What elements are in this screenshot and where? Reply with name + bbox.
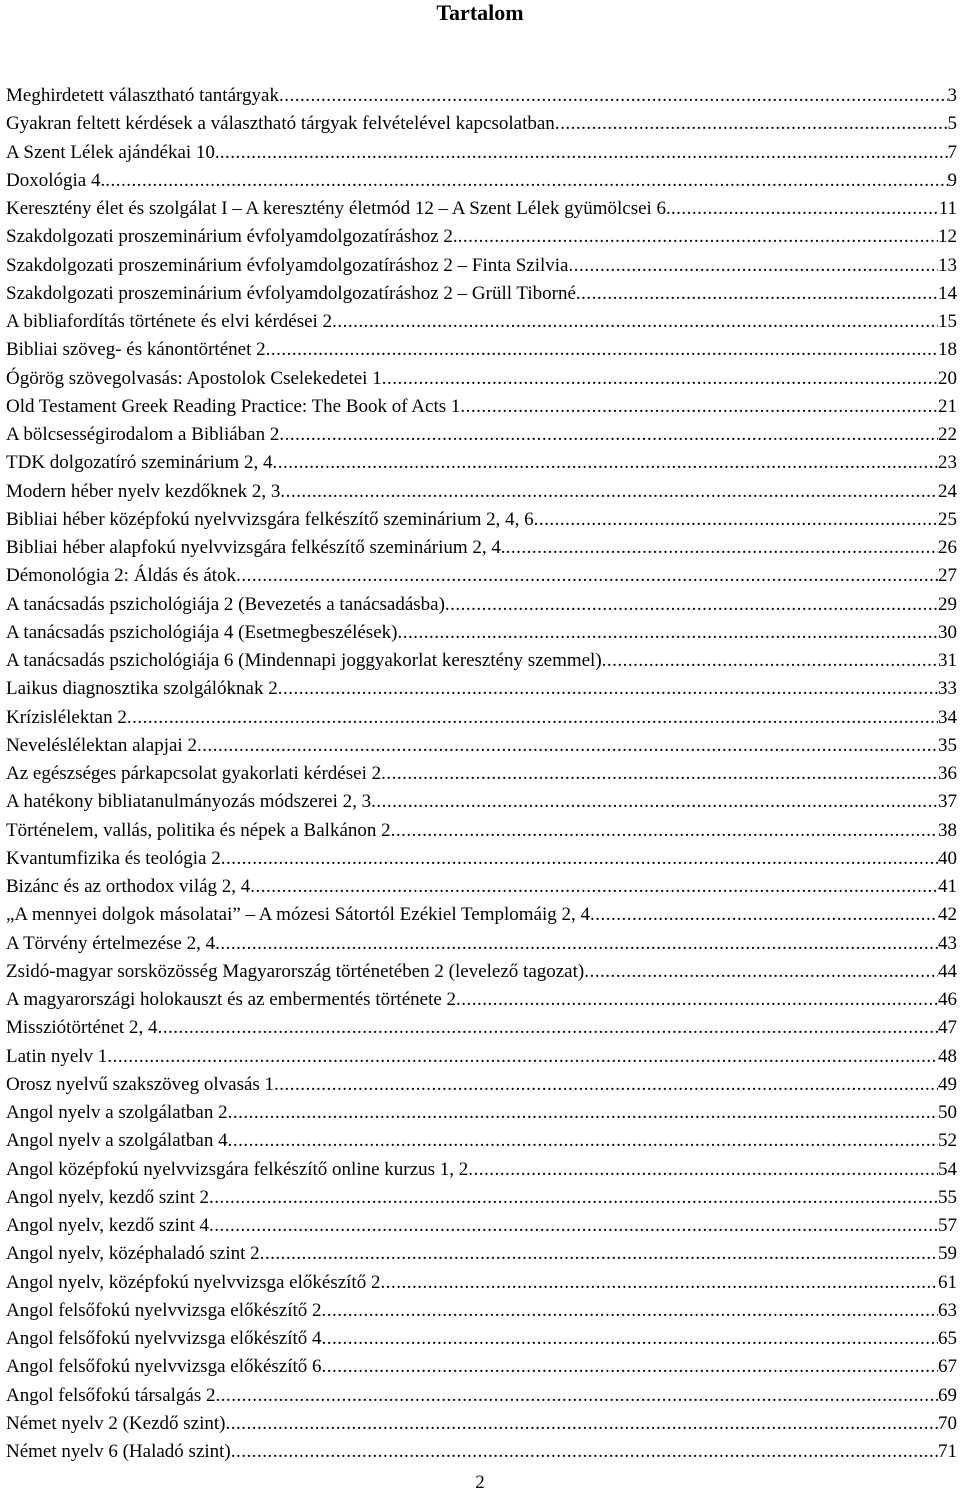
toc-entry-page-number: 55 (938, 1186, 957, 1208)
toc-entry-page-number: 35 (938, 734, 957, 756)
toc-entry-page-number: 25 (938, 508, 957, 530)
toc-entry[interactable] (6, 845, 957, 873)
toc-entry-page-number: 15 (938, 311, 957, 332)
toc-entry-page-number: 30 (938, 621, 957, 643)
toc-entry-page-number: 41 (938, 876, 957, 897)
toc-entry-title: Angol felsőfokú társalgás 2 (6, 1384, 216, 1406)
toc-entry-page-number: 26 (938, 537, 957, 558)
toc-entry-page-number: 11 (938, 198, 957, 219)
dot-leader (260, 1240, 938, 1268)
toc-entry[interactable] (6, 1127, 957, 1155)
toc-entry-title: Orosz nyelvű szakszöveg olvasás 1 (6, 1073, 275, 1095)
toc-entry[interactable] (6, 901, 957, 929)
dot-leader (671, 195, 939, 223)
toc-entry-title: Bibliai szöveg- és kánontörténet 2 (6, 339, 266, 361)
toc-entry-title: Szakdolgozati proszeminárium évfolyamdolgozatíráshoz 2 – Grüll Tiborné (6, 282, 576, 304)
toc-entry[interactable] (6, 1184, 957, 1212)
toc-entry[interactable] (6, 817, 957, 845)
dot-leader (555, 110, 948, 138)
toc-entry[interactable] (6, 1382, 957, 1410)
page-title: Tartalom (436, 0, 524, 25)
dot-leader (568, 252, 938, 280)
toc-entry-page-number: 21 (938, 395, 957, 417)
dot-leader (274, 1071, 938, 1099)
dot-leader (266, 336, 938, 364)
dot-leader (391, 817, 938, 845)
dot-leader (382, 365, 938, 393)
toc-entry[interactable] (6, 1043, 957, 1071)
dot-leader (456, 986, 938, 1014)
toc-entry[interactable] (6, 336, 957, 364)
dot-leader (127, 704, 938, 732)
toc-entry-title: A bölcsességirodalom a Bibliában 2 (6, 424, 280, 445)
toc-entry[interactable] (6, 958, 957, 986)
toc-entry-page-number: 69 (938, 1384, 957, 1406)
toc-entry-title: Angol nyelv, középhaladó szint 2 (6, 1243, 260, 1265)
toc-entry[interactable] (6, 1297, 957, 1325)
toc-entry-title: Szakdolgozati proszeminárium évfolyamdolgozatíráshoz 2 – Finta Szilvia (6, 254, 569, 276)
toc-entry-page-number: 18 (938, 339, 957, 361)
dot-leader (278, 675, 938, 703)
toc-entry[interactable] (6, 195, 957, 223)
toc-entry-title: A tanácsadás pszichológiája 4 (Esetmegbeszélések) (6, 621, 398, 643)
toc-entry-page-number: 33 (938, 678, 957, 700)
dot-leader (221, 845, 938, 873)
page-number: 2 (475, 1472, 485, 1493)
toc-entry-title: Történelem, vallás, politika és népek a Balkánon 2 (6, 819, 391, 841)
toc-entry-title: Kvantumfizika és teológia 2 (6, 847, 221, 869)
dot-leader (157, 1014, 938, 1042)
toc-entry[interactable] (6, 280, 957, 308)
toc-entry[interactable] (6, 986, 957, 1014)
toc-entry-title: A Törvény értelmezése 2, 4 (6, 932, 216, 954)
toc-entry-title: Angol nyelv a szolgálatban 2 (6, 1102, 228, 1123)
toc-entry-title: Angol nyelv, kezdő szint 2 (6, 1186, 209, 1208)
toc-entry[interactable] (6, 506, 957, 534)
dot-leader (279, 421, 938, 449)
toc-entry-page-number: 49 (938, 1073, 957, 1095)
toc-entry[interactable] (6, 82, 957, 110)
toc-entry[interactable] (6, 167, 957, 195)
toc-entry[interactable] (6, 1014, 957, 1042)
toc-entry[interactable] (6, 478, 957, 506)
toc-entry[interactable] (6, 421, 957, 449)
toc-entry-title: Neveléslélektan alapjai 2 (6, 734, 197, 756)
toc-entry-title: Német nyelv 2 (Kezdő szint) (6, 1412, 226, 1434)
toc-entry-page-number: 24 (938, 480, 957, 502)
toc-entry[interactable] (6, 1438, 957, 1466)
toc-entry-page-number: 22 (938, 424, 957, 445)
toc-entry-title: „A mennyei dolgok másolatai” – A mózesi Sátortól Ezékiel Templomáig 2, 4 (6, 904, 591, 926)
toc-entry-page-number: 46 (938, 989, 957, 1010)
toc-entry[interactable] (6, 732, 957, 760)
dot-leader (209, 1212, 938, 1240)
toc-entry[interactable] (6, 1240, 957, 1268)
toc-entry-page-number: 54 (938, 1158, 957, 1180)
toc-entry-title: Keresztény élet és szolgálat I – A keresztény életmód 12 – A Szent Lélek gyümölcsei 6. (6, 198, 671, 219)
dot-leader (371, 788, 938, 816)
toc-entry-title: Latin nyelv 1 (6, 1045, 108, 1067)
toc-entry-title: Zsidó-magyar sorsközösség Magyarország történetében 2 (levelező tagozat) (6, 960, 585, 982)
toc-entry-page-number: 13 (938, 254, 957, 276)
toc-entry[interactable] (6, 873, 957, 901)
toc-entry[interactable] (6, 252, 957, 280)
toc-entry[interactable] (6, 1212, 957, 1240)
dot-leader (322, 1297, 938, 1325)
toc-entry-page-number: 40 (938, 847, 957, 869)
toc-entry-page-number: 9 (947, 169, 957, 191)
toc-entry-title: Démonológia 2: Áldás és átok (6, 565, 237, 587)
toc-entry-title: Gyakran feltett kérdések a választható tárgyak felvételével kapcsolatban (6, 113, 555, 135)
dot-leader (584, 958, 938, 986)
dot-leader (602, 647, 938, 675)
toc-entry[interactable] (6, 647, 957, 675)
toc-entry[interactable] (6, 760, 957, 788)
toc-entry[interactable] (6, 449, 957, 477)
toc-entry-title: A Szent Lélek ajándékai 10. (6, 141, 220, 163)
dot-leader (460, 393, 938, 421)
toc-entry-title: A magyarországi holokauszt és az embermentés története 2 (6, 989, 457, 1010)
toc-entry-page-number: 44 (938, 960, 957, 982)
table-of-contents (6, 82, 957, 1466)
dot-leader (220, 139, 948, 167)
dot-leader (458, 223, 938, 251)
toc-entry-page-number: 61 (938, 1271, 957, 1293)
dot-leader (279, 82, 948, 110)
toc-entry-page-number: 29 (938, 593, 957, 615)
toc-entry[interactable] (6, 1410, 957, 1438)
dot-leader (105, 167, 947, 195)
toc-entry-title: Missziótörténet 2, 4 (6, 1017, 158, 1039)
toc-entry-title: Angol felsőfokú nyelvvizsga előkészítő 6 (6, 1356, 322, 1378)
toc-entry[interactable] (6, 675, 957, 703)
toc-entry[interactable] (6, 1071, 957, 1099)
toc-entry-page-number: 20 (938, 367, 957, 389)
toc-entry-title: Angol nyelv, középfokú nyelvvizsga előkészítő 2 (6, 1271, 381, 1293)
toc-entry-page-number: 42 (938, 904, 957, 926)
toc-entry-title: TDK dolgozatíró szeminárium 2, 4 (6, 452, 273, 474)
toc-entry[interactable] (6, 788, 957, 816)
toc-entry[interactable] (6, 1099, 957, 1127)
toc-entry-page-number: 43 (938, 932, 957, 954)
dot-leader (280, 478, 938, 506)
toc-entry-page-number: 3 (947, 85, 957, 106)
dot-leader (332, 308, 938, 336)
toc-entry-title: Angol felsőfokú nyelvvizsga előkészítő 2 (6, 1299, 322, 1321)
dot-leader (506, 534, 938, 562)
dot-leader (225, 1410, 938, 1438)
toc-entry-title: Német nyelv 6 (Haladó szint) (6, 1441, 231, 1462)
toc-entry-page-number: 36 (938, 763, 957, 784)
toc-entry[interactable] (6, 393, 957, 421)
toc-entry[interactable] (6, 1269, 957, 1297)
toc-entry-title: Bibliai héber középfokú nyelvvizsgára felkészítő szeminárium 2, 4, 6 (6, 508, 534, 530)
toc-entry-page-number: 65 (938, 1328, 957, 1349)
toc-entry-page-number: 63 (938, 1299, 957, 1321)
toc-entry-page-number: 48 (938, 1045, 957, 1067)
dot-leader (272, 449, 938, 477)
dot-leader (215, 930, 938, 958)
dot-leader (322, 1353, 938, 1381)
toc-entry[interactable] (6, 365, 957, 393)
toc-entry-title: Angol nyelv a szolgálatban 4 (6, 1130, 228, 1152)
toc-entry[interactable] (6, 704, 957, 732)
dot-leader (107, 1043, 938, 1071)
dot-leader (380, 1269, 938, 1297)
toc-entry-page-number: 37 (938, 791, 957, 813)
toc-entry[interactable] (6, 591, 957, 619)
toc-entry[interactable] (6, 1353, 957, 1381)
toc-entry-page-number: 38 (938, 819, 957, 841)
toc-entry-page-number: 70 (938, 1412, 957, 1434)
toc-entry-title: A tanácsadás pszichológiája 6 (Mindennapi joggyakorlat keresztény szemmel) (6, 650, 602, 671)
toc-entry-title: Az egészséges párkapcsolat gyakorlati kérdései 2 (6, 763, 382, 784)
toc-entry-page-number: 47 (938, 1017, 957, 1039)
toc-entry-page-number: 23 (938, 452, 957, 474)
toc-entry-title: Angol középfokú nyelvvizsgára felkészítő online kurzus 1, 2 (6, 1158, 469, 1180)
toc-entry-page-number: 12 (938, 226, 957, 248)
toc-entry-page-number: 52 (938, 1130, 957, 1152)
toc-entry-page-number: 5 (947, 113, 957, 135)
toc-entry[interactable] (6, 110, 957, 138)
toc-entry[interactable] (6, 619, 957, 647)
toc-entry-title: Szakdolgozati proszeminárium évfolyamdolgozatíráshoz 2. (6, 226, 458, 248)
dot-leader (468, 1156, 938, 1184)
dot-leader (576, 280, 938, 308)
toc-entry-title: Bizánc és az orthodox világ 2, 4 (6, 876, 251, 897)
dot-leader (381, 760, 938, 788)
toc-entry-page-number: 34 (938, 706, 957, 728)
toc-entry-page-number: 7 (947, 141, 957, 163)
toc-entry-title: Angol felsőfokú nyelvvizsga előkészítő 4 (6, 1328, 322, 1349)
toc-entry-page-number: 50 (938, 1102, 957, 1123)
toc-entry-page-number: 57 (938, 1215, 957, 1236)
toc-entry-title: Old Testament Greek Reading Practice: The Book of Acts 1 (6, 395, 461, 417)
dot-leader (228, 1099, 938, 1127)
toc-entry[interactable] (6, 562, 957, 590)
toc-entry[interactable] (6, 308, 957, 336)
toc-entry[interactable] (6, 930, 957, 958)
toc-entry-page-number: 59 (938, 1243, 957, 1265)
dot-leader (197, 732, 938, 760)
dot-leader (209, 1184, 938, 1212)
dot-leader (322, 1325, 938, 1353)
toc-entry-page-number: 67 (938, 1356, 957, 1378)
dot-leader (534, 506, 938, 534)
toc-entry-title: Meghirdetett választható tantárgyak (6, 85, 279, 106)
toc-entry-title: Doxológia 4. (6, 169, 106, 191)
toc-entry-title: Bibliai héber alapfokú nyelvvizsgára felkészítő szeminárium 2, 4. (6, 537, 506, 558)
toc-entry-page-number: 27 (938, 565, 957, 587)
toc-entry-title: A tanácsadás pszichológiája 2 (Bevezetés a tanácsadásba) (6, 593, 445, 615)
dot-leader (445, 591, 938, 619)
toc-entry[interactable] (6, 534, 957, 562)
toc-entry[interactable] (6, 223, 957, 251)
dot-leader (590, 901, 938, 929)
toc-entry-title: Laikus diagnosztika szolgálóknak 2 (6, 678, 278, 700)
toc-entry[interactable] (6, 1325, 957, 1353)
dot-leader (231, 1438, 938, 1466)
toc-entry-page-number: 31 (938, 650, 957, 671)
dot-leader (215, 1382, 938, 1410)
toc-entry[interactable] (6, 139, 957, 167)
dot-leader (250, 873, 938, 901)
toc-entry-title: A bibliafordítás története és elvi kérdései 2 (6, 311, 333, 332)
toc-entry-title: A hatékony bibliatanulmányozás módszerei 2, 3 (6, 791, 372, 813)
toc-entry-title: Krízislélektan 2 (6, 706, 127, 728)
dot-leader (236, 562, 938, 590)
toc-entry-title: Ógörög szövegolvasás: Apostolok Cselekedetei 1 (6, 367, 382, 389)
dot-leader (397, 619, 938, 647)
dot-leader (228, 1127, 938, 1155)
toc-entry-page-number: 71 (938, 1441, 957, 1462)
toc-entry-title: Angol nyelv, kezdő szint 4 (6, 1215, 209, 1236)
toc-entry-page-number: 14 (938, 282, 957, 304)
toc-entry-title: Modern héber nyelv kezdőknek 2, 3 (6, 480, 281, 502)
toc-entry[interactable] (6, 1156, 957, 1184)
